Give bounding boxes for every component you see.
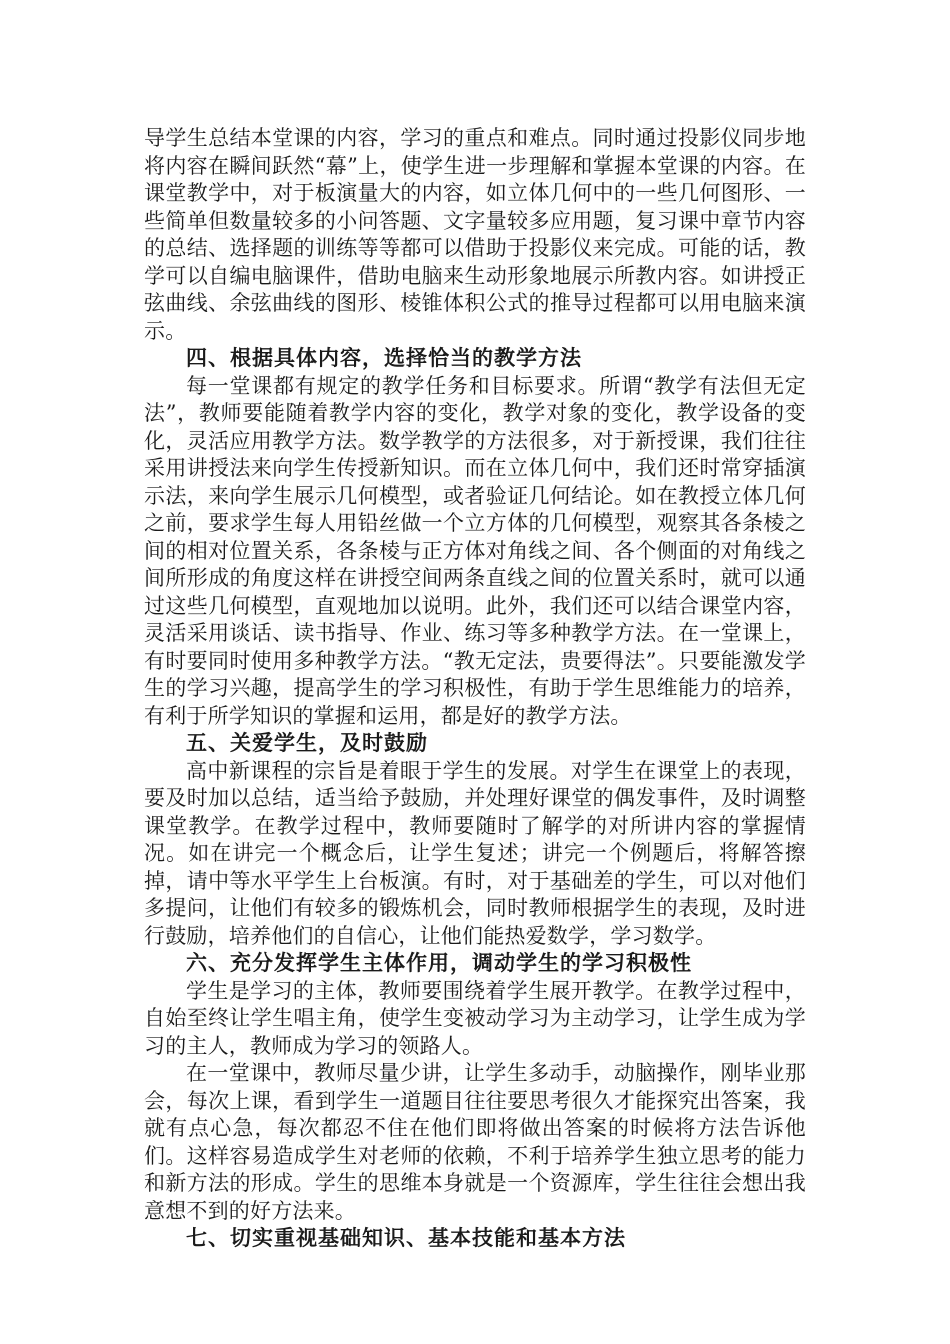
paragraph-student-subject: 学生是学习的主体，教师要围绕着学生展开教学。在教学过程中，自始至终让学生唱主角，使学生变被动学习为主动学习，让学生成为学习的主人，教师成为学习的领路人。 (144, 978, 806, 1058)
section-heading-4: 四、根据具体内容，选择恰当的教学方法 (186, 346, 582, 370)
paragraph-teacher-less-talk: 在一堂课中，教师尽量少讲，让学生多动手，动脑操作，刚毕业那会，每次上课，看到学生一道题目往往要思考很久才能探究出答案，我就有点心急，每次都忍不住在他们即将做出答案的时候将方法告诉他们。这样容易造成学生对老师的依赖，不利于培养学生独立思考的能力和新方法的形成。学生的思维本身就是一个资源库，学生往往会想出我意想不到的好方法来。 (144, 1061, 806, 1223)
section-heading-7: 七、切实重视基础知识、基本技能和基本方法 (186, 1226, 626, 1250)
section-heading-6: 六、充分发挥学生主体作用，调动学生的学习积极性 (186, 951, 692, 975)
paragraph-projector-computer: 导学生总结本堂课的内容，学习的重点和难点。同时通过投影仪同步地将内容在瞬间跃然“幕”上，使学生进一步理解和掌握本堂课的内容。在课堂教学中，对于板演量大的内容，如立体几何中的一些几何图形、一些简单但数量较多的小问答题、文字量较多应用题，复习课中章节内容的总结、选择题的训练等等都可以借助于投影仪来完成。可能的话，教学可以自编电脑课件，借助电脑来生动形象地展示所教内容。如讲授正弦曲线、余弦曲线的图形、棱锥体积公式的推导过程都可以用电脑来演示。 (144, 126, 806, 343)
document-page (144, 125, 806, 1253)
section-heading-5: 五、关爱学生，及时鼓励 (186, 731, 428, 755)
paragraph-teaching-methods: 每一堂课都有规定的教学任务和目标要求。所谓“教学有法但无定法”，教师要能随着教学内容的变化，教学对象的变化，教学设备的变化，灵活应用教学方法。数学教学的方法很多，对于新授课，我们往往采用讲授法来向学生传授新知识。而在立体几何中，我们还时常穿插演示法，来向学生展示几何模型，或者验证几何结论。如在教授立体几何之前，要求学生每人用铅丝做一个立方体的几何模型，观察其各条棱之间的相对位置关系，各条棱与正方体对角线之间、各个侧面的对角线之间所形成的角度这样在讲授空间两条直线之间的位置关系时，就可以通过这些几何模型，直观地加以说明。此外，我们还可以结合课堂内容，灵活采用谈话、读书指导、作业、练习等多种教学方法。在一堂课上，有时要同时使用多种教学方法。“教无定法，贵要得法”。只要能激发学生的学习兴趣，提高学生的学习积极性，有助于学生思维能力的培养，有利于所学知识的掌握和运用，都是好的教学方法。 (144, 373, 806, 728)
paragraph-care-encourage: 高中新课程的宗旨是着眼于学生的发展。对学生在课堂上的表现，要及时加以总结，适当给予鼓励，并处理好课堂的偶发事件，及时调整课堂教学。在教学过程中，教师要随时了解学的对所讲内容的掌握情况。如在讲完一个概念后，让学生复述；讲完一个例题后，将解答擦掉，请中等水平学生上台板演。有时，对于基础差的学生，可以对他们多提问，让他们有较多的锻炼机会，同时教师根据学生的表现，及时进行鼓励，培养他们的自信心，让他们能热爱数学，学习数学。 (144, 758, 806, 948)
